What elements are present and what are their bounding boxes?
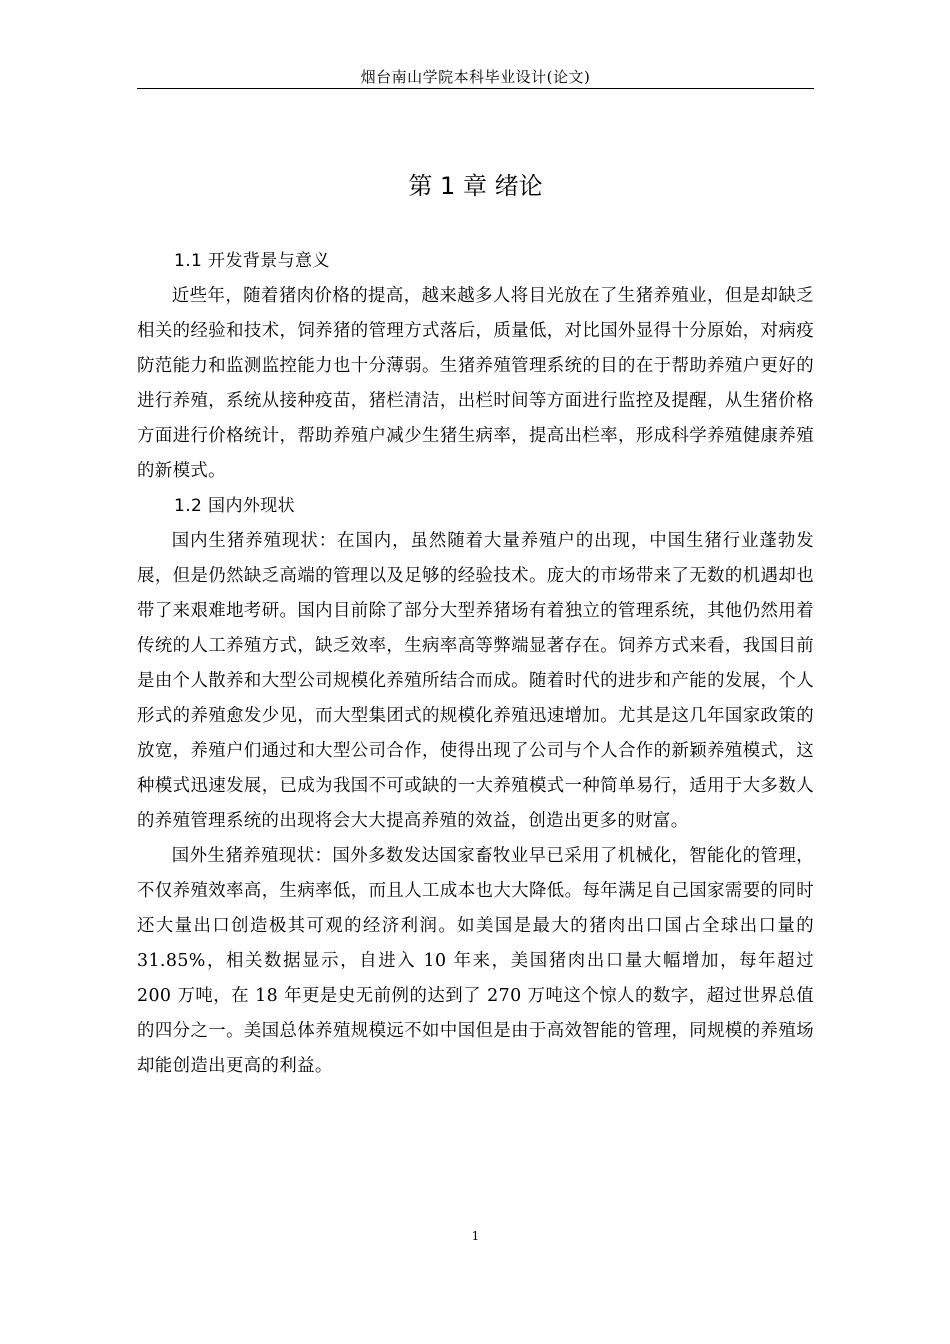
chapter-title: 第 1 章 绪论: [408, 172, 543, 200]
section-heading-1-1: 1.1 开发背景与意义: [174, 251, 330, 271]
paragraph: 国外生猪养殖现状：国外多数发达国家畜牧业早已采用了机械化，智能化的管理，不仅养殖效率高，生病率低，而且人工成本也大大降低。每年满足自己国家需要的同时还大量出口创造极其可观的经济利润。如美国是最大的猪肉出口国占全球出口量的 31.85%，相关数据显示，自进入 10 年来，美国猪肉出口量大幅增加，每年超过 200 万吨，在 18 年更是史无前例的达到了 270 万吨这个惊人的数字，超过世界总值的四分之一。美国总体养殖规模远不如中国但是由于高效智能的管理，同规模的养殖场却能创造出更高的利益。: [137, 846, 814, 1076]
page-number: 1: [471, 1229, 480, 1243]
header-divider: [137, 88, 814, 89]
section-heading-1-2: 1.2 国内外现状: [174, 496, 296, 516]
running-header: 烟台南山学院本科毕业设计(论文): [360, 68, 591, 86]
body-text: [137, 244, 814, 1084]
paragraph: 国内生猪养殖现状：在国内，虽然随着大量养殖户的出现，中国生猪行业蓬勃发展，但是仍然缺乏高端的管理以及足够的经验技术。庞大的市场带来了无数的机遇却也带了来艰难地考研。国内目前除了部分大型养猪场有着独立的管理系统，其他仍然用着传统的人工养殖方式，缺乏效率，生病率高等弊端显著存在。饲养方式来看，我国目前是由个人散养和大型公司规模化养殖所结合而成。随着时代的进步和产能的发展，个人形式的养殖愈发少见，而大型集团式的规模化养殖迅速增加。尤其是这几年国家政策的放宽，养殖户们通过和大型公司合作，使得出现了公司与个人合作的新颖养殖模式，这种模式迅速发展，已成为我国不可或缺的一大养殖模式一种简单易行，适用于大多数人的养殖管理系统的出现将会大大提高养殖的效益，创造出更多的财富。: [137, 531, 814, 831]
paragraph: 近些年，随着猪肉价格的提高，越来越多人将目光放在了生猪养殖业，但是却缺乏相关的经验和技术，饲养猪的管理方式落后，质量低，对比国外显得十分原始，对病疫防范能力和监测监控能力也十分薄弱。生猪养殖管理系统的目的在于帮助养殖户更好的进行养殖，系统从接种疫苗，猪栏清洁，出栏时间等方面进行监控及提醒，从生猪价格方面进行价格统计，帮助养殖户减少生猪生病率，提高出栏率，形成科学养殖健康养殖的新模式。: [137, 286, 814, 481]
